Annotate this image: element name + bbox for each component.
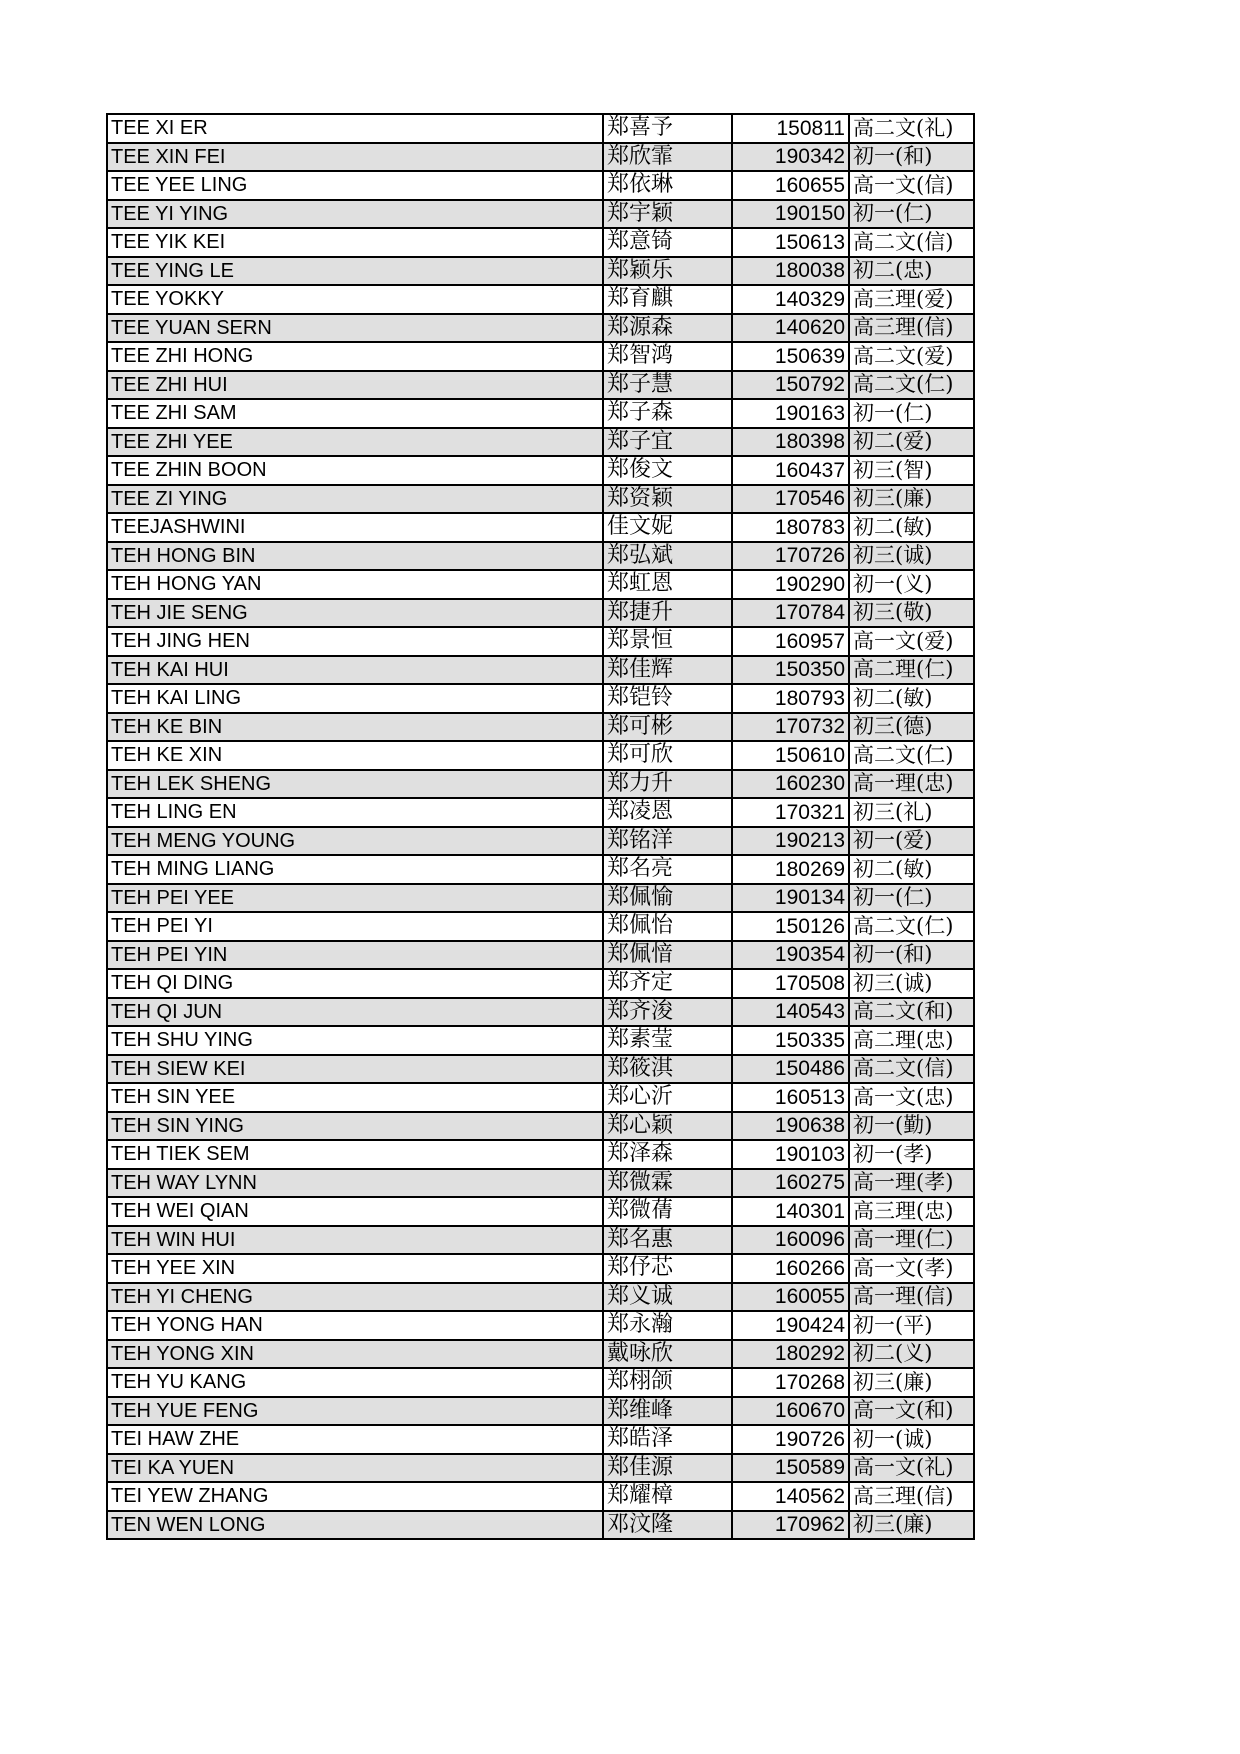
chinese-name-cell: 郑景恒 xyxy=(603,627,732,656)
chinese-name-cell: 郑凌恩 xyxy=(603,798,732,827)
student-name-cell: TEI HAW ZHE xyxy=(107,1425,603,1454)
table-row xyxy=(107,741,974,770)
student-id-cell: 180269 xyxy=(732,855,849,884)
table-row xyxy=(107,542,974,571)
table-row xyxy=(107,1197,974,1226)
class-cell: 初一(孝) xyxy=(849,1140,974,1169)
class-cell: 初三(廉) xyxy=(849,1368,974,1397)
chinese-name-cell: 郑心颖 xyxy=(603,1112,732,1141)
student-table-body xyxy=(107,114,974,1539)
student-id-cell: 150613 xyxy=(732,228,849,257)
chinese-name-cell: 郑素莹 xyxy=(603,1026,732,1055)
chinese-name-cell: 郑捷升 xyxy=(603,599,732,628)
student-name-cell: TEI YEW ZHANG xyxy=(107,1482,603,1511)
chinese-name-cell: 郑虹恩 xyxy=(603,570,732,599)
student-name-cell: TEE YING LE xyxy=(107,257,603,286)
student-name-cell: TEE YI YING xyxy=(107,200,603,229)
table-row xyxy=(107,1026,974,1055)
student-name-cell: TEN WEN LONG xyxy=(107,1511,603,1540)
student-name-cell: TEE ZHI SAM xyxy=(107,399,603,428)
table-row xyxy=(107,285,974,314)
class-cell: 高二文(信) xyxy=(849,1055,974,1084)
student-name-cell: TEH JIE SENG xyxy=(107,599,603,628)
student-id-cell: 170508 xyxy=(732,969,849,998)
student-name-cell: TEH LING EN xyxy=(107,798,603,827)
student-name-cell: TEE XIN FEI xyxy=(107,143,603,172)
chinese-name-cell: 郑力升 xyxy=(603,770,732,799)
student-name-cell: TEH SIN YING xyxy=(107,1112,603,1141)
table-row xyxy=(107,713,974,742)
student-id-cell: 180783 xyxy=(732,513,849,542)
class-cell: 初一(仁) xyxy=(849,884,974,913)
student-name-cell: TEH WEI QIAN xyxy=(107,1197,603,1226)
student-name-cell: TEH YI CHENG xyxy=(107,1283,603,1312)
student-name-cell: TEE YIK KEI xyxy=(107,228,603,257)
table-row xyxy=(107,827,974,856)
table-row xyxy=(107,342,974,371)
class-cell: 初一(仁) xyxy=(849,399,974,428)
class-cell: 初三(智) xyxy=(849,456,974,485)
chinese-name-cell: 郑子宜 xyxy=(603,428,732,457)
class-cell: 高一理(仁) xyxy=(849,1226,974,1255)
class-cell: 高二理(忠) xyxy=(849,1026,974,1055)
chinese-name-cell: 郑喜予 xyxy=(603,114,732,143)
student-id-cell: 190424 xyxy=(732,1311,849,1340)
table-row xyxy=(107,1340,974,1369)
student-name-cell: TEE ZHIN BOON xyxy=(107,456,603,485)
table-row xyxy=(107,1169,974,1198)
chinese-name-cell: 郑俊文 xyxy=(603,456,732,485)
student-name-cell: TEH SIN YEE xyxy=(107,1083,603,1112)
class-cell: 高三理(信) xyxy=(849,314,974,343)
class-cell: 初一(勤) xyxy=(849,1112,974,1141)
class-cell: 高一文(信) xyxy=(849,171,974,200)
chinese-name-cell: 郑筱淇 xyxy=(603,1055,732,1084)
chinese-name-cell: 郑依琳 xyxy=(603,171,732,200)
class-cell: 高三理(忠) xyxy=(849,1197,974,1226)
class-cell: 高一文(忠) xyxy=(849,1083,974,1112)
table-row xyxy=(107,143,974,172)
class-cell: 初一(和) xyxy=(849,143,974,172)
student-name-cell: TEH KE BIN xyxy=(107,713,603,742)
table-row xyxy=(107,114,974,143)
student-name-cell: TEH WIN HUI xyxy=(107,1226,603,1255)
chinese-name-cell: 佳文妮 xyxy=(603,513,732,542)
table-row xyxy=(107,969,974,998)
student-id-cell: 160655 xyxy=(732,171,849,200)
table-row xyxy=(107,257,974,286)
class-cell: 高一文(孝) xyxy=(849,1254,974,1283)
student-id-cell: 190213 xyxy=(732,827,849,856)
class-cell: 高二文(仁) xyxy=(849,912,974,941)
table-row xyxy=(107,1397,974,1426)
student-name-cell: TEE XI ER xyxy=(107,114,603,143)
student-name-cell: TEH SIEW KEI xyxy=(107,1055,603,1084)
student-id-cell: 190134 xyxy=(732,884,849,913)
chinese-name-cell: 郑智鸿 xyxy=(603,342,732,371)
student-id-cell: 170546 xyxy=(732,485,849,514)
student-table xyxy=(106,113,975,1540)
class-cell: 高一理(信) xyxy=(849,1283,974,1312)
class-cell: 初二(敏) xyxy=(849,513,974,542)
class-cell: 初三(德) xyxy=(849,713,974,742)
class-cell: 初一(仁) xyxy=(849,200,974,229)
student-id-cell: 150350 xyxy=(732,656,849,685)
student-id-cell: 160055 xyxy=(732,1283,849,1312)
table-row xyxy=(107,1311,974,1340)
chinese-name-cell: 郑铠铃 xyxy=(603,684,732,713)
chinese-name-cell: 郑佩愔 xyxy=(603,941,732,970)
chinese-name-cell: 郑维峰 xyxy=(603,1397,732,1426)
chinese-name-cell: 郑齐定 xyxy=(603,969,732,998)
class-cell: 高二文(礼) xyxy=(849,114,974,143)
class-cell: 初三(廉) xyxy=(849,485,974,514)
student-id-cell: 140543 xyxy=(732,998,849,1027)
chinese-name-cell: 郑佩怡 xyxy=(603,912,732,941)
student-id-cell: 180398 xyxy=(732,428,849,457)
chinese-name-cell: 郑宇颖 xyxy=(603,200,732,229)
table-row xyxy=(107,855,974,884)
student-id-cell: 170732 xyxy=(732,713,849,742)
table-row xyxy=(107,1112,974,1141)
table-row xyxy=(107,1254,974,1283)
student-name-cell: TEEJASHWINI xyxy=(107,513,603,542)
class-cell: 初一(义) xyxy=(849,570,974,599)
table-row xyxy=(107,599,974,628)
class-cell: 高一文(和) xyxy=(849,1397,974,1426)
student-name-cell: TEH TIEK SEM xyxy=(107,1140,603,1169)
chinese-name-cell: 郑泽森 xyxy=(603,1140,732,1169)
chinese-name-cell: 郑佳源 xyxy=(603,1454,732,1483)
student-name-cell: TEE ZHI HONG xyxy=(107,342,603,371)
table-row xyxy=(107,1283,974,1312)
student-name-cell: TEH QI JUN xyxy=(107,998,603,1027)
class-cell: 高二文(信) xyxy=(849,228,974,257)
chinese-name-cell: 郑皓泽 xyxy=(603,1425,732,1454)
class-cell: 高一文(爱) xyxy=(849,627,974,656)
table-row xyxy=(107,998,974,1027)
chinese-name-cell: 郑栩颌 xyxy=(603,1368,732,1397)
class-cell: 初二(敏) xyxy=(849,684,974,713)
chinese-name-cell: 郑铭洋 xyxy=(603,827,732,856)
class-cell: 初三(敬) xyxy=(849,599,974,628)
student-name-cell: TEH YONG HAN xyxy=(107,1311,603,1340)
table-row xyxy=(107,1140,974,1169)
chinese-name-cell: 郑资颖 xyxy=(603,485,732,514)
student-name-cell: TEH PEI YEE xyxy=(107,884,603,913)
student-name-cell: TEH HONG BIN xyxy=(107,542,603,571)
student-id-cell: 150486 xyxy=(732,1055,849,1084)
chinese-name-cell: 郑佩愉 xyxy=(603,884,732,913)
table-row xyxy=(107,627,974,656)
class-cell: 高三理(信) xyxy=(849,1482,974,1511)
student-name-cell: TEH YU KANG xyxy=(107,1368,603,1397)
table-row xyxy=(107,1511,974,1540)
table-row xyxy=(107,884,974,913)
class-cell: 高三理(爱) xyxy=(849,285,974,314)
class-cell: 初一(爱) xyxy=(849,827,974,856)
student-name-cell: TEE ZI YING xyxy=(107,485,603,514)
table-row xyxy=(107,1482,974,1511)
table-row xyxy=(107,1454,974,1483)
student-id-cell: 160957 xyxy=(732,627,849,656)
table-row xyxy=(107,656,974,685)
chinese-name-cell: 郑名惠 xyxy=(603,1226,732,1255)
student-id-cell: 180292 xyxy=(732,1340,849,1369)
class-cell: 初一(诚) xyxy=(849,1425,974,1454)
chinese-name-cell: 郑可欣 xyxy=(603,741,732,770)
class-cell: 初三(诚) xyxy=(849,969,974,998)
table-row xyxy=(107,1055,974,1084)
class-cell: 初二(忠) xyxy=(849,257,974,286)
student-name-cell: TEE YOKKY xyxy=(107,285,603,314)
student-id-cell: 170784 xyxy=(732,599,849,628)
chinese-name-cell: 郑伃芯 xyxy=(603,1254,732,1283)
student-name-cell: TEH YONG XIN xyxy=(107,1340,603,1369)
student-id-cell: 160275 xyxy=(732,1169,849,1198)
student-id-cell: 190150 xyxy=(732,200,849,229)
chinese-name-cell: 戴咏欣 xyxy=(603,1340,732,1369)
student-id-cell: 150610 xyxy=(732,741,849,770)
chinese-name-cell: 郑齐浚 xyxy=(603,998,732,1027)
table-row xyxy=(107,1368,974,1397)
class-cell: 高二理(仁) xyxy=(849,656,974,685)
chinese-name-cell: 郑名亮 xyxy=(603,855,732,884)
student-name-cell: TEE YUAN SERN xyxy=(107,314,603,343)
student-id-cell: 150335 xyxy=(732,1026,849,1055)
chinese-name-cell: 郑心沂 xyxy=(603,1083,732,1112)
student-id-cell: 190726 xyxy=(732,1425,849,1454)
student-id-cell: 150811 xyxy=(732,114,849,143)
student-name-cell: TEH QI DING xyxy=(107,969,603,998)
table-row xyxy=(107,228,974,257)
student-name-cell: TEH YUE FENG xyxy=(107,1397,603,1426)
chinese-name-cell: 郑子森 xyxy=(603,399,732,428)
student-name-cell: TEH MENG YOUNG xyxy=(107,827,603,856)
student-name-cell: TEH PEI YIN xyxy=(107,941,603,970)
student-id-cell: 170321 xyxy=(732,798,849,827)
student-id-cell: 190638 xyxy=(732,1112,849,1141)
student-id-cell: 150126 xyxy=(732,912,849,941)
student-name-cell: TEH MING LIANG xyxy=(107,855,603,884)
student-name-cell: TEH PEI YI xyxy=(107,912,603,941)
student-name-cell: TEH SHU YING xyxy=(107,1026,603,1055)
student-id-cell: 160670 xyxy=(732,1397,849,1426)
class-cell: 初三(廉) xyxy=(849,1511,974,1540)
class-cell: 高一文(礼) xyxy=(849,1454,974,1483)
student-name-cell: TEH KAI HUI xyxy=(107,656,603,685)
student-name-cell: TEE ZHI HUI xyxy=(107,371,603,400)
student-id-cell: 150589 xyxy=(732,1454,849,1483)
chinese-name-cell: 郑微霖 xyxy=(603,1169,732,1198)
student-id-cell: 190163 xyxy=(732,399,849,428)
student-id-cell: 190290 xyxy=(732,570,849,599)
chinese-name-cell: 郑颖乐 xyxy=(603,257,732,286)
table-row xyxy=(107,912,974,941)
class-cell: 高二文(和) xyxy=(849,998,974,1027)
table-row xyxy=(107,798,974,827)
table-row xyxy=(107,171,974,200)
student-id-cell: 140301 xyxy=(732,1197,849,1226)
class-cell: 高二文(仁) xyxy=(849,371,974,400)
class-cell: 初一(和) xyxy=(849,941,974,970)
table-row xyxy=(107,1226,974,1255)
chinese-name-cell: 郑佳辉 xyxy=(603,656,732,685)
class-cell: 初二(爱) xyxy=(849,428,974,457)
table-row xyxy=(107,570,974,599)
student-id-cell: 180038 xyxy=(732,257,849,286)
class-cell: 初三(诚) xyxy=(849,542,974,571)
chinese-name-cell: 郑义诚 xyxy=(603,1283,732,1312)
student-name-cell: TEH KE XIN xyxy=(107,741,603,770)
student-name-cell: TEH KAI LING xyxy=(107,684,603,713)
chinese-name-cell: 邓汶隆 xyxy=(603,1511,732,1540)
student-name-cell: TEH LEK SHENG xyxy=(107,770,603,799)
student-name-cell: TEE YEE LING xyxy=(107,171,603,200)
student-id-cell: 140562 xyxy=(732,1482,849,1511)
student-name-cell: TEH YEE XIN xyxy=(107,1254,603,1283)
chinese-name-cell: 郑微蒨 xyxy=(603,1197,732,1226)
student-id-cell: 160513 xyxy=(732,1083,849,1112)
student-name-cell: TEH WAY LYNN xyxy=(107,1169,603,1198)
student-id-cell: 180793 xyxy=(732,684,849,713)
class-cell: 初三(礼) xyxy=(849,798,974,827)
table-row xyxy=(107,1083,974,1112)
table-row xyxy=(107,485,974,514)
table-row xyxy=(107,399,974,428)
chinese-name-cell: 郑弘斌 xyxy=(603,542,732,571)
class-cell: 初二(敏) xyxy=(849,855,974,884)
class-cell: 高二文(仁) xyxy=(849,741,974,770)
class-cell: 高一理(孝) xyxy=(849,1169,974,1198)
chinese-name-cell: 郑耀樟 xyxy=(603,1482,732,1511)
class-cell: 高一理(忠) xyxy=(849,770,974,799)
table-row xyxy=(107,684,974,713)
student-id-cell: 150639 xyxy=(732,342,849,371)
student-id-cell: 170268 xyxy=(732,1368,849,1397)
student-name-cell: TEE ZHI YEE xyxy=(107,428,603,457)
student-id-cell: 160096 xyxy=(732,1226,849,1255)
chinese-name-cell: 郑育麒 xyxy=(603,285,732,314)
table-row xyxy=(107,1425,974,1454)
student-id-cell: 190354 xyxy=(732,941,849,970)
student-id-cell: 190342 xyxy=(732,143,849,172)
class-cell: 初一(平) xyxy=(849,1311,974,1340)
student-id-cell: 160266 xyxy=(732,1254,849,1283)
student-name-cell: TEH JING HEN xyxy=(107,627,603,656)
class-cell: 初二(义) xyxy=(849,1340,974,1369)
table-row xyxy=(107,770,974,799)
student-id-cell: 140620 xyxy=(732,314,849,343)
student-id-cell: 160437 xyxy=(732,456,849,485)
class-cell: 高二文(爱) xyxy=(849,342,974,371)
student-name-cell: TEH HONG YAN xyxy=(107,570,603,599)
table-row xyxy=(107,428,974,457)
table-row xyxy=(107,513,974,542)
table-row xyxy=(107,941,974,970)
chinese-name-cell: 郑源森 xyxy=(603,314,732,343)
chinese-name-cell: 郑可彬 xyxy=(603,713,732,742)
table-row xyxy=(107,200,974,229)
chinese-name-cell: 郑永瀚 xyxy=(603,1311,732,1340)
table-row xyxy=(107,371,974,400)
table-row xyxy=(107,314,974,343)
chinese-name-cell: 郑欣霏 xyxy=(603,143,732,172)
student-id-cell: 190103 xyxy=(732,1140,849,1169)
chinese-name-cell: 郑子慧 xyxy=(603,371,732,400)
table-row xyxy=(107,456,974,485)
student-id-cell: 170962 xyxy=(732,1511,849,1540)
student-id-cell: 150792 xyxy=(732,371,849,400)
student-id-cell: 140329 xyxy=(732,285,849,314)
student-name-cell: TEI KA YUEN xyxy=(107,1454,603,1483)
student-id-cell: 160230 xyxy=(732,770,849,799)
student-id-cell: 170726 xyxy=(732,542,849,571)
chinese-name-cell: 郑意锜 xyxy=(603,228,732,257)
